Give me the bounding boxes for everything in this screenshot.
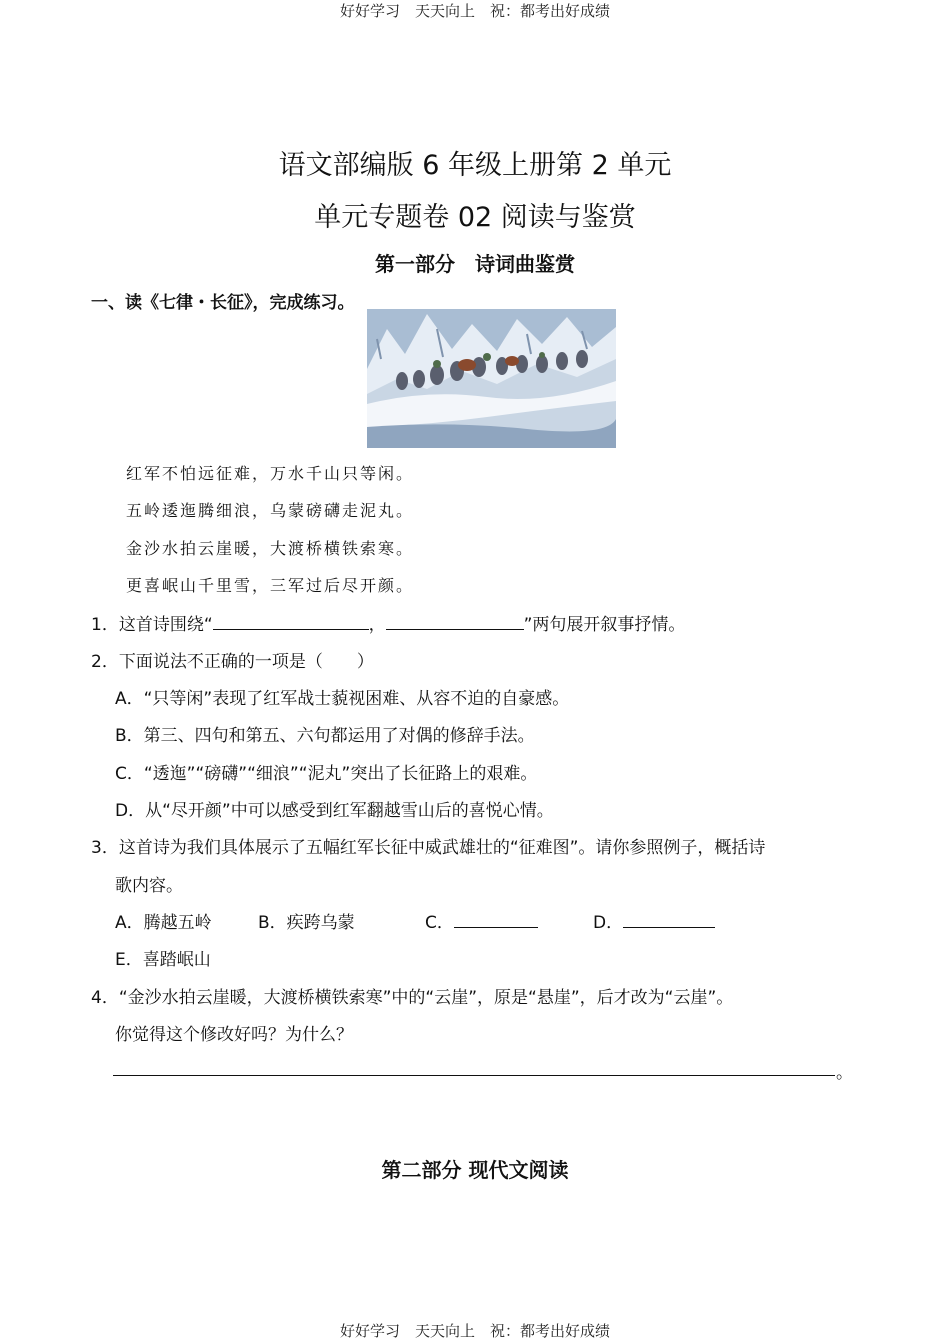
q1-blank-2[interactable]: [386, 612, 524, 630]
question-4-stem-line2: 你觉得这个修改好吗？为什么？: [115, 1025, 353, 1045]
poem-line-4: 更喜岷山千里雪，三军过后尽开颜。: [126, 576, 415, 595]
q3-option-e: E．喜踏岷山: [115, 950, 211, 970]
q3-option-d-label: D．: [593, 913, 624, 933]
q1-prefix: 1．这首诗围绕“: [91, 615, 213, 635]
document-title: 语文部编版 6 年级上册第 2 单元: [278, 150, 672, 181]
section1-heading: 一、读《七律・长征》，完成练习。: [91, 293, 355, 313]
question-3-stem-line1: 3．这首诗为我们具体展示了五幅红军长征中威武雄壮的“征难图”。请你参照例子，概括诗: [91, 838, 766, 858]
q2-option-b[interactable]: B．第三、四句和第五、六句都运用了对偶的修辞手法。: [115, 726, 535, 746]
q3-option-a: A．腾越五岭: [115, 913, 212, 933]
document-subtitle: 单元专题卷 02 阅读与鉴赏: [314, 202, 636, 233]
q3-blank-c[interactable]: [454, 910, 538, 928]
question-3-stem-line2: 歌内容。: [115, 876, 183, 896]
q2-option-a[interactable]: A．“只等闲”表现了红军战士藐视困难、从容不迫的自豪感。: [115, 689, 570, 709]
poem-line-2: 五岭逶迤腾细浪，乌蒙磅礴走泥丸。: [126, 501, 415, 520]
question-4-stem-line1: 4．“金沙水拍云崖暖，大渡桥横铁索寒”中的“云崖”，原是“悬崖”，后才改为“云崖”。: [91, 988, 734, 1008]
q1-middle: ，: [368, 615, 386, 635]
q3-option-b: B．疾跨乌蒙: [258, 913, 355, 933]
q3-option-c: [425, 908, 538, 933]
q1-blank-1[interactable]: [213, 612, 369, 630]
q2-option-d[interactable]: D．从“尽开颜”中可以感受到红军翻越雪山后的喜悦心情。: [115, 801, 554, 821]
q4-end-mark: 。: [836, 1063, 853, 1083]
page-footer: 好好学习 天天向上 祝：都考出好成绩: [339, 1322, 610, 1340]
page-header: 好好学习 天天向上 祝：都考出好成绩: [339, 2, 610, 20]
question-2-stem: 2．下面说法不正确的一项是（ ）: [91, 652, 374, 672]
q3-blank-d[interactable]: [623, 910, 715, 928]
q1-suffix: ”两句展开叙事抒情。: [523, 615, 686, 635]
part2-title: 第二部分 现代文阅读: [381, 1158, 569, 1182]
q3-option-d: [593, 908, 715, 933]
long-march-illustration: [367, 309, 616, 448]
part1-title: 第一部分 诗词曲鉴赏: [375, 252, 575, 276]
q2-option-c[interactable]: C．“透迤”“磅礴”“细浪”“泥丸”突出了长征路上的艰难。: [115, 764, 538, 784]
q4-answer-line[interactable]: [113, 1075, 835, 1076]
question-1: [91, 610, 685, 635]
poem-line-1: 红军不怕远征难，万水千山只等闲。: [126, 464, 415, 483]
poem-line-3: 金沙水拍云崖暖，大渡桥横铁索寒。: [126, 539, 415, 558]
q3-option-c-label: C．: [425, 913, 454, 933]
